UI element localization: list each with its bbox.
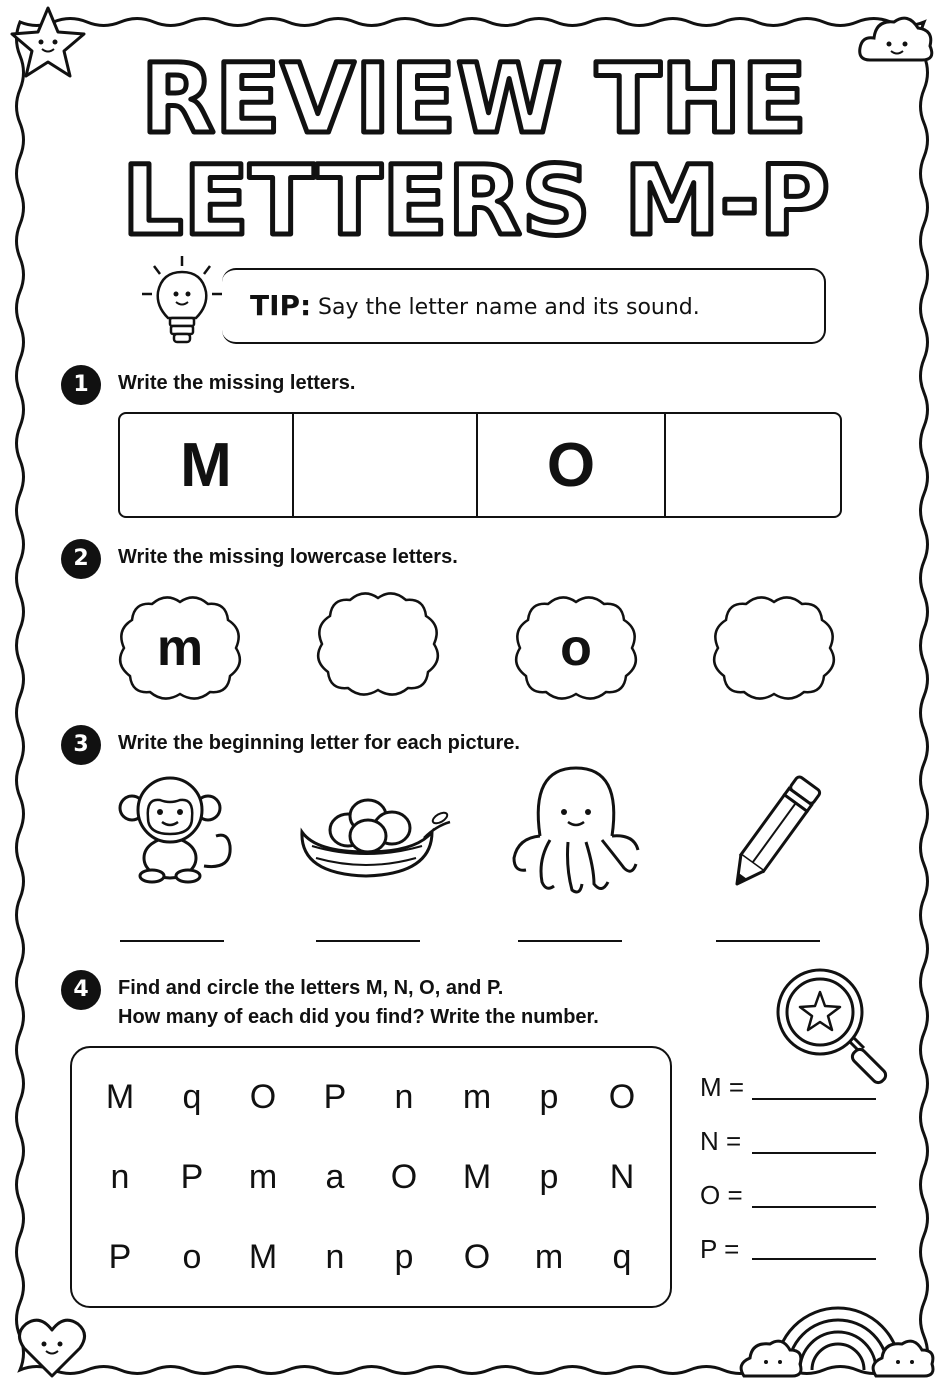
lowercase-letter-2[interactable] <box>312 586 444 702</box>
grid-letter[interactable]: M <box>462 1158 492 1196</box>
grid-letter[interactable]: n <box>325 1238 345 1276</box>
uppercase-cell-2[interactable] <box>294 414 478 516</box>
lowercase-letter-4[interactable] <box>708 590 840 706</box>
lightbulb-icon <box>138 252 228 352</box>
section-3-number: 3 <box>61 725 101 765</box>
magnifier-icon <box>770 966 900 1086</box>
grid-letter[interactable]: n <box>110 1158 130 1196</box>
answer-label-o: O = <box>700 1180 743 1210</box>
grid-letter[interactable]: p <box>394 1238 414 1276</box>
answer-label-n: N = <box>700 1126 742 1156</box>
lowercase-letter-3: o <box>560 619 592 677</box>
grid-letter[interactable]: q <box>182 1078 202 1116</box>
section-1-number: 1 <box>61 365 101 405</box>
title-line-1: REVIEW THE <box>141 43 807 155</box>
grid-letter[interactable]: O <box>249 1078 277 1116</box>
section-4-number: 4 <box>61 970 101 1010</box>
grid-letter[interactable]: P <box>180 1158 204 1196</box>
page-title <box>0 40 944 250</box>
letter-grid <box>70 1046 672 1308</box>
lowercase-cloud-3 <box>510 590 642 706</box>
grid-letter[interactable]: O <box>463 1238 491 1276</box>
answer-line-pencil[interactable] <box>716 940 820 942</box>
grid-letter[interactable]: M <box>105 1078 135 1116</box>
title-line-2: LETTERS M-P <box>122 145 830 250</box>
grid-letter[interactable]: P <box>108 1238 132 1276</box>
section-2-instruction: Write the missing lowercase letters. <box>118 546 458 568</box>
grid-letter[interactable]: M <box>248 1238 278 1276</box>
heart-icon <box>16 1314 88 1382</box>
section-4-instruction-1: Find and circle the letters M, N, O, and P. <box>118 977 504 999</box>
answer-line-m[interactable] <box>752 1098 876 1100</box>
uppercase-cell-1: M <box>120 414 294 516</box>
section-3-instruction: Write the beginning letter for each picture. <box>118 732 520 754</box>
octopus-icon <box>510 764 642 898</box>
section-2-number: 2 <box>61 539 101 579</box>
uppercase-cells <box>118 412 842 518</box>
pencil-icon <box>726 768 822 898</box>
grid-letter[interactable]: N <box>609 1158 635 1196</box>
section-4-instruction-2: How many of each did you find? Write the number. <box>118 1006 599 1028</box>
grid-letter[interactable]: m <box>462 1078 492 1116</box>
tip-text: Say the letter name and its sound. <box>318 295 700 320</box>
grid-letter[interactable]: O <box>608 1078 636 1116</box>
tip-label: TIP: <box>250 289 312 322</box>
grid-letter[interactable]: p <box>539 1078 559 1116</box>
answer-line-monkey[interactable] <box>120 940 224 942</box>
uppercase-cell-4[interactable] <box>666 414 840 516</box>
uppercase-cell-3: O <box>478 414 666 516</box>
grid-letter[interactable]: O <box>390 1158 418 1196</box>
grid-letter[interactable]: a <box>325 1158 345 1196</box>
nest-icon <box>296 786 458 882</box>
grid-letter[interactable]: p <box>539 1158 559 1196</box>
grid-letter[interactable]: n <box>394 1078 414 1116</box>
answer-line-octopus[interactable] <box>518 940 622 942</box>
rainbow-icon <box>738 1270 938 1382</box>
answer-label-m: M = <box>700 1072 745 1102</box>
lowercase-cloud-2[interactable] <box>312 586 444 702</box>
answer-line-p[interactable] <box>752 1258 876 1260</box>
answer-label-p: P = <box>700 1234 740 1264</box>
lowercase-letter-1: m <box>156 619 204 677</box>
section-1-instruction: Write the missing letters. <box>118 372 356 394</box>
lowercase-cloud-1 <box>114 590 246 706</box>
grid-letter[interactable]: P <box>323 1078 347 1116</box>
grid-letter[interactable]: m <box>534 1238 564 1276</box>
lowercase-cloud-4[interactable] <box>708 590 840 706</box>
grid-letter[interactable]: o <box>182 1238 202 1276</box>
answer-line-o[interactable] <box>752 1206 876 1208</box>
answer-line-n[interactable] <box>752 1152 876 1154</box>
grid-letter[interactable]: q <box>612 1238 632 1276</box>
monkey-icon <box>112 774 244 886</box>
answer-line-nest[interactable] <box>316 940 420 942</box>
grid-letter[interactable]: m <box>248 1158 278 1196</box>
